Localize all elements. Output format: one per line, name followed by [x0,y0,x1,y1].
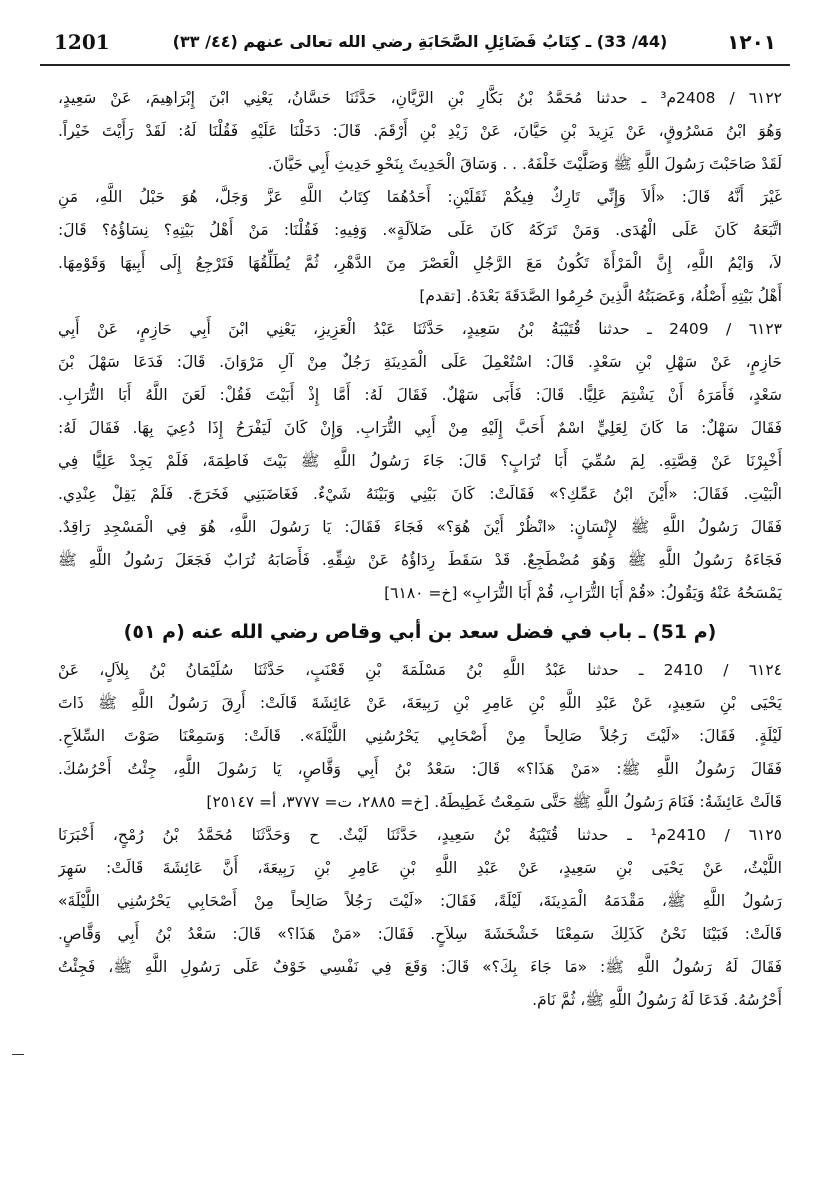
text-line: غَيْرَ أَنَّهُ قَالَ: «أَلاَ وَإِنِّي تَارِكٌ فِيكُمْ ثَقَلَيْنِ: أَحَدُهُمَا كِتَابُ اللَّهِ عَزَّ وَجَلَّ، هُوَ حَبْلُ اللَّهِ، مَنِ [58,188,782,206]
text-line: اتَّبَعَهُ كَانَ عَلَى الْهُدَى. وَمَنْ تَرَكَهُ كَانَ عَلَى ضَلاَلَةٍ». وَفِيهِ: فَقُلْنَا: مَنْ أَهْلُ بَيْتِهِ؟ نِسَاؤُهُ؟ قَالَ: [58,221,782,239]
page-body [58,82,782,1017]
text-line: ٦١٢٢ / 2408م³ ـ حدثنا مُحَمَّدُ بْنُ بَكَّارِ بْنِ الرَّيَّانِ، حَدَّثَنَا حَسَّانُ، يَعْنِي ابْنَ إِبْرَاهِيمَ، عَنْ سَعِيدٍ، [58,89,782,107]
text-line: اللَّيْثُ، عَنْ يَحْيَى بْنِ سَعِيدٍ، عَنْ عَبْدِ اللَّهِ بْنِ عَامِرِ بْنِ رَبِيعَةَ، أَنَّ عَائِشَةَ قَالَتْ: سَهِرَ [58,859,782,877]
chapter-heading: (م 51) ـ باب في فضل سعد بن أبي وقاص رضي الله عنه (م ٥١) [123,621,717,643]
text-line: الْبَيْتِ. فَقَالَ: «أَيْنَ ابْنُ عَمِّكِ؟» فَقَالَتْ: كَانَ بَيْنِي وَبَيْنَهُ شَيْءٌ. فَغَاضَبَنِي فَخَرَجَ. فَلَمْ يَقِلْ عِنْدِي. [58,485,782,503]
margin-mark [12,1054,24,1055]
text-line: ٦١٢٤ / 2410 ـ حدثنا عَبْدُ اللَّهِ بْنُ مَسْلَمَةَ بْنِ قَعْنَبٍ، حَدَّثَنَا سُلَيْمَانُ بْنُ بِلاَلٍ، عَنْ [58,661,782,679]
running-title: (44/ 33) ـ كِتَابُ فَضَائِلِ الصَّحَابَةِ رضي الله تعالى عنهم (٤٤/ ٣٣) [172,32,668,51]
text-line: لَيْلَةٍ. فَقَالَ: «لَيْتَ رَجُلاً صَالِحاً مِنْ أَصْحَابِي يَحْرُسُنِي اللَّيْلَةَ». قَالَتْ: وَسَمِعْنَا صَوْتَ السِّلاَحِ. [58,727,782,745]
text-line: لَقَدْ صَاحَبْتَ رَسُولَ اللَّهِ ﷺ وَصَلَّيْتَ خَلْفَهُ. . . وَسَاقَ الْحَدِيثَ بِنَحْوِ حَدِيثِ أَبِي حَيَّانَ. [267,155,782,173]
text-line: لاَ، وَايْمُ اللَّهِ، إِنَّ الْمَرْأَةَ تَكُونُ مَعَ الرَّجُلِ الْعَصْرَ مِنَ الدَّهْرِ، ثُمَّ يُطَلِّقُهَا فَتَرْجِعُ إِلَى أَبِيهَا وَقَوْمِهَا. [58,254,782,272]
text-line: فَقَالَ رَسُولُ اللَّهِ ﷺ: «مَنْ هَذَا؟» قَالَ: سَعْدُ بْنُ أَبِي وَقَّاصٍ، يَا رَسُولَ اللَّهِ، جِئْتُ أَحْرُسُكَ. [58,760,782,778]
text-line: أَهْلُ بَيْتِهِ أَصْلُهُ، وَعَصَبَتُهُ الَّذِينَ حُرِمُوا الصَّدَقَةَ بَعْدَهُ. [تقدم] [419,287,782,305]
text-line: قَالَتْ: فَبَيْنَا نَحْنُ كَذَلِكَ سَمِعْنَا خَشْخَشَةَ سِلاَحٍ. فَقَالَ: «مَنْ هَذَا؟» قَالَ: سَعْدُ بْنُ أَبِي وَقَّاصٍ. [58,925,782,943]
text-line: فَجَاءَهُ رَسُولُ اللَّهِ ﷺ وَهُوَ مُضْطَجِعٌ. قَدْ سَقَطَ رِدَاؤُهُ عَنْ شِقِّهِ. فَأَصَابَهُ تُرَابٌ فَجَعَلَ رَسُولُ اللَّهِ ﷺ [58,551,782,569]
page-header [40,24,790,66]
text-line: ٦١٢٥ / 2410م¹ ـ حدثنا قُتَيْبَةُ بْنُ سَعِيدٍ، حَدَّثَنَا لَيْثٌ. ح وَحَدَّثَنَا مُحَمَّدُ بْنُ رُمْحٍ، أَخْبَرَنَا [58,826,782,844]
text-line: أَخْبِرْنَا عَنْ قِصَّتِهِ. لِمَ سُمِّيَ أَبَا تُرَابٍ؟ قَالَ: جَاءَ رَسُولُ اللَّهِ ﷺ بَيْتَ فَاطِمَةَ، فَلَمْ يَجِدْ عَلِيًّا فِي [58,452,782,470]
text-line: فَقَالَ سَهْلٌ: مَا كَانَ لِعَلِيٍّ اسْمٌ أَحَبَّ إِلَيْهِ مِنْ أَبِي التُّرَابِ. وَإِنْ كَانَ لَيَفْرَحُ إِذَا دُعِيَ بِهَا. فَقَالَ لَهُ: [58,419,782,437]
text-line: وَهُوَ ابْنُ مَسْرُوقٍ، عَنْ يَزِيدَ بْنِ حَيَّانَ، عَنْ زَيْدِ بْنِ أَرْقَمَ. قَالَ: دَخَلْنَا عَلَيْهِ فَقُلْنَا لَهُ: لَقَدْ رَأَيْتَ خَيْراً. [58,122,782,140]
text-line: يَمْسَحُهُ عَنْهُ وَيَقُولُ: «قُمْ أَبَا التُّرَابِ، قُمْ أَبَا التُّرَابِ» [خ= ٦١٨٠] [384,584,782,602]
text-line: قَالَتْ عَائِشَةُ: فَنَامَ رَسُولُ اللَّهِ ﷺ حَتَّى سَمِعْتُ غَطِيطَهُ. [خ= ٢٨٨٥، ت= ٣٧٧٧، أ= ٢٥١٤٧] [206,793,782,811]
page-number-arabic: ١٢٠١ [727,30,776,54]
text-line: ٦١٢٣ / 2409 ـ حدثنا قُتَيْبَةُ بْنُ سَعِيدٍ، حَدَّثَنَا عَبْدُ الْعَزِيزِ، يَعْنِي ابْنَ أَبِي حَازِمٍ، عَنْ أَبِي [58,320,782,338]
text-line: حَازِمٍ، عَنْ سَهْلِ بْنِ سَعْدٍ. قَالَ: اسْتُعْمِلَ عَلَى الْمَدِينَةِ رَجُلٌ مِنْ آلِ مَرْوَانَ. قَالَ: فَدَعَا سَهْلَ بْنَ [58,353,782,371]
text-line: أَحْرُسُهُ. فَدَعَا لَهُ رَسُولُ اللَّهِ ﷺ، ثُمَّ نَامَ. [532,991,782,1009]
text-line: رَسُولُ اللَّهِ ﷺ، مَقْدَمَهُ الْمَدِينَةَ، لَيْلَةً، فَقَالَ: «لَيْتَ رَجُلاً صَالِحاً مِنْ أَصْحَابِي يَحْرُسُنِي اللَّيْلَةَ» [58,892,782,910]
text-line: يَحْيَى بْنِ سَعِيدٍ، عَنْ عَبْدِ اللَّهِ بْنِ عَامِرِ بْنِ رَبِيعَةَ، عَنْ عَائِشَةَ قَالَتْ: أَرِقَ رَسُولُ اللَّهِ ﷺ ذَاتَ [58,694,782,712]
text-line: فَقَالَ رَسُولُ اللَّهِ ﷺ لإِنْسَانٍ: «انْظُرْ أَيْنَ هُوَ؟» فَجَاءَ فَقَالَ: يَا رَسُولَ اللَّهِ، هُوَ فِي الْمَسْجِدِ رَاقِدٌ. [58,518,782,536]
page-number-latin: 1201 [54,30,110,54]
text-line: فَقَالَ لَهُ رَسُولُ اللَّهِ ﷺ: «مَا جَاءَ بِكَ؟» قَالَ: وَقَعَ فِي نَفْسِي خَوْفٌ عَلَى رَسُولِ اللَّهِ ﷺ، فَجِئْتُ [58,958,782,976]
text-line: سَعْدٍ، فَأَمَرَهُ أَنْ يَشْتِمَ عَلِيًّا. قَالَ: فَأَبَى سَهْلٌ. فَقَالَ لَهُ: أَمَّا إِذْ أَبَيْتَ فَقُلْ: لَعَنَ اللَّهُ أَبَا التُّرَابِ. [58,386,782,404]
